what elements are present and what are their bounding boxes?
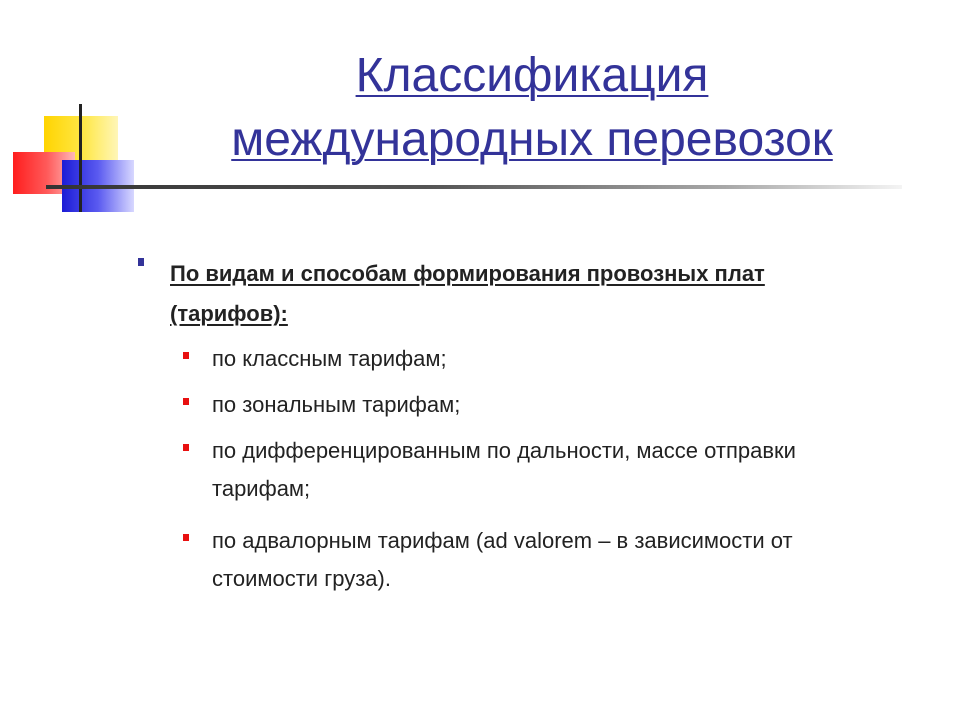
vertical-line-shape [79,104,82,212]
list-item-line-1: по классным тарифам; [212,346,447,371]
heading-line-2: (тарифов): [170,301,288,326]
heading-item [170,254,910,334]
title-line-1: Классификация [355,49,709,102]
list-item [212,432,932,508]
list-item-line-2: тарифам; [212,476,311,501]
red-bullet-icon [183,444,189,451]
list-item [212,340,932,378]
decorative-logo [0,0,150,230]
red-bullet-icon [183,534,189,541]
list-item-line-2: стоимости груза). [212,566,391,591]
red-bullet-icon [183,398,189,405]
title-divider [46,185,902,189]
list-item-line-1: по адвалорным тарифам (ad valorem – в зависимости от [212,528,793,553]
list-item-line-1: по зональным тарифам; [212,392,461,417]
square-bullet-icon [138,258,144,266]
list-item [212,522,932,598]
list-item-line-1: по дифференцированным по дальности, массе отправки [212,438,796,463]
title-line-2: международных перевозок [231,113,833,166]
heading-line-1: По видам и способам формирования провозных плат [170,261,765,286]
list-item [212,386,932,424]
slide-title [162,44,902,172]
red-bullet-icon [183,352,189,359]
